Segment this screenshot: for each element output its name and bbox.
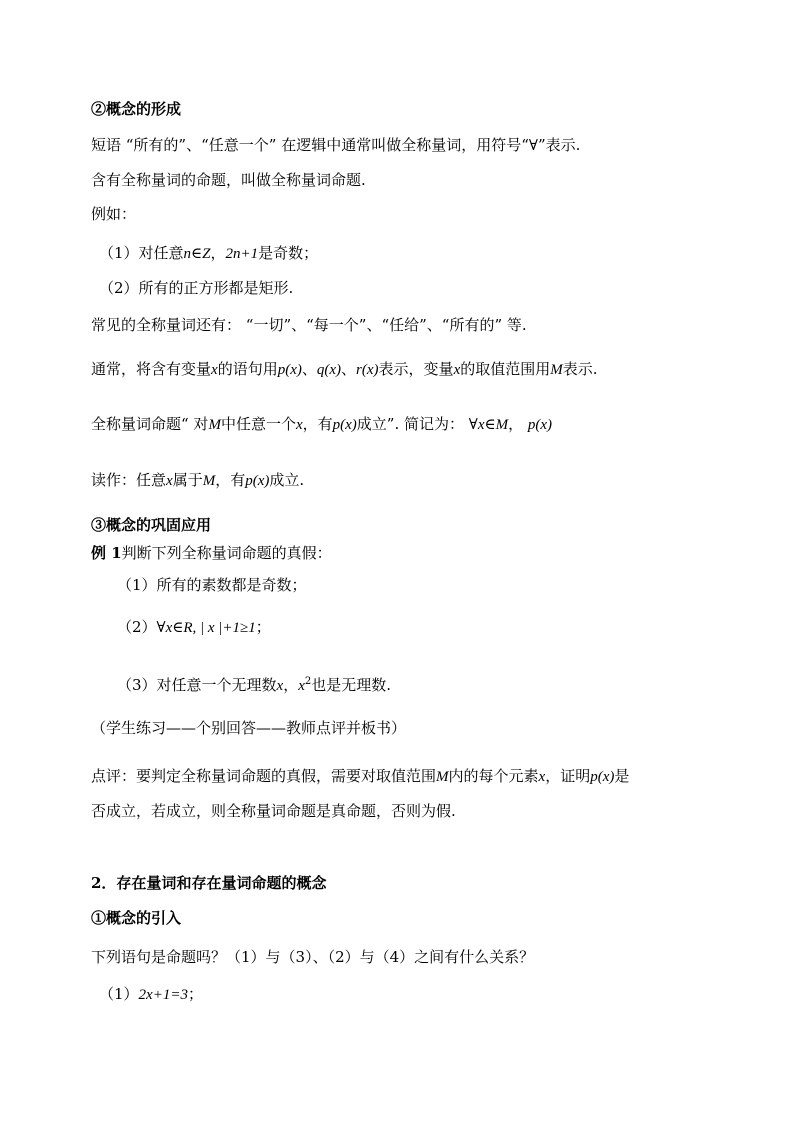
text: 内的每个元素 bbox=[448, 767, 539, 785]
math-expr: ∀x∈R, | x |+1≥1 bbox=[156, 620, 256, 636]
paragraph-example-intro: 例如： bbox=[91, 205, 137, 223]
text: （1） bbox=[99, 985, 139, 1003]
paragraph-common-quantifiers: 常见的全称量词还有： “一切”、“每一个”、“任给”、“所有的” 等. bbox=[91, 316, 527, 334]
section-heading-introduction: ①概念的引入 bbox=[91, 909, 182, 927]
math-expr: p(x) bbox=[590, 769, 615, 785]
paragraph-question: 下列语句是命题吗？（1）与（3）、（2）与（4）之间有什么关系？ bbox=[91, 948, 535, 966]
math-var: M bbox=[202, 473, 216, 489]
paragraph-universal-proposition-notation bbox=[91, 414, 552, 435]
text: 成立”. 简记为： bbox=[356, 415, 465, 433]
paragraph-practice-note: （学生练习——个别回答——教师点评并板书） bbox=[91, 719, 407, 737]
math-var: M bbox=[208, 417, 221, 433]
question-1: （1）所有的素数都是奇数； bbox=[117, 576, 307, 594]
text: 是 bbox=[614, 767, 630, 785]
text: 成立. bbox=[269, 471, 305, 489]
math-var: x bbox=[211, 362, 218, 378]
example-item-1 bbox=[99, 243, 318, 264]
math-expr: 2x+1=3 bbox=[138, 987, 188, 1003]
section-heading-formation: ②概念的形成 bbox=[91, 100, 182, 118]
math-var: M bbox=[436, 769, 449, 785]
example-label: 例 1 bbox=[91, 544, 122, 562]
text: 判断下列全称量词命题的真假： bbox=[121, 544, 332, 562]
superscript: 2 bbox=[304, 676, 312, 687]
math-var: x bbox=[166, 473, 173, 489]
paragraph-comment-continued: 否成立，若成立，则全称量词命题是真命题，否则为假. bbox=[91, 802, 456, 820]
text: （3）对任意一个无理数 bbox=[117, 676, 277, 694]
math-expr: ∀x∈M bbox=[468, 417, 509, 433]
text: 、 bbox=[341, 360, 357, 378]
example-1-heading bbox=[91, 543, 332, 563]
forall-symbol: ∀ bbox=[528, 136, 538, 154]
text: 表示，变量 bbox=[378, 360, 454, 378]
math-var: x bbox=[538, 769, 546, 785]
math-var: x bbox=[298, 678, 305, 694]
text: ； bbox=[187, 985, 203, 1003]
statement-1 bbox=[99, 984, 203, 1005]
text: ，证明 bbox=[545, 767, 591, 785]
paragraph-reading bbox=[91, 470, 304, 491]
text: 中任意一个 bbox=[220, 415, 296, 433]
math-expr: n∈Z bbox=[183, 246, 211, 262]
text: 读作：任意 bbox=[91, 471, 167, 489]
text: ， bbox=[210, 244, 226, 262]
text: 表示. bbox=[562, 360, 598, 378]
math-expr: r(x) bbox=[356, 362, 379, 378]
math-var: x bbox=[276, 678, 284, 694]
math-expr: p(x) bbox=[277, 362, 302, 378]
text: 的语句用 bbox=[217, 360, 278, 378]
paragraph-variable-notation bbox=[91, 359, 598, 380]
text: 点评：要判定全称量词命题的真假，需要对取值范围 bbox=[91, 767, 437, 785]
text: 是奇数； bbox=[258, 244, 319, 262]
math-var: x bbox=[295, 417, 303, 433]
paragraph-universal-proposition-def: 含有全称量词的命题，叫做全称量词命题. bbox=[91, 171, 366, 189]
math-var: M bbox=[550, 362, 563, 378]
text: 属于 bbox=[172, 471, 203, 489]
example-item-2: （2）所有的正方形都是矩形. bbox=[99, 279, 294, 297]
question-3 bbox=[117, 675, 391, 696]
text: 也是无理数. bbox=[311, 676, 392, 694]
section-heading-application: ③概念的巩固应用 bbox=[91, 516, 212, 534]
text: ，有 bbox=[215, 471, 246, 489]
paragraph-comment bbox=[91, 766, 629, 787]
text: 短语 “所有的”、“任意一个” 在逻辑中通常叫做全称量词，用符号“ bbox=[91, 136, 529, 154]
text: ”表示. bbox=[537, 136, 581, 154]
text: ， bbox=[283, 676, 299, 694]
text: 通常，将含有变量 bbox=[91, 360, 212, 378]
math-expr: p(x) bbox=[332, 417, 357, 433]
text: ，有 bbox=[302, 415, 333, 433]
text: （1）对任意 bbox=[99, 244, 184, 262]
math-expr: p(x) bbox=[245, 473, 270, 489]
text: 的取值范围用 bbox=[460, 360, 551, 378]
text: （2） bbox=[117, 618, 157, 636]
math-var: x bbox=[453, 362, 461, 378]
math-expr: q(x) bbox=[316, 362, 342, 378]
question-2 bbox=[117, 617, 271, 638]
math-expr: p(x) bbox=[527, 417, 553, 433]
text: 全称量词命题“ 对 bbox=[91, 415, 209, 433]
paragraph-universal-quantifier-def bbox=[91, 135, 580, 155]
text: ； bbox=[255, 618, 271, 636]
text: 、 bbox=[301, 360, 317, 378]
section-heading-existential: 2．存在量词和存在量词命题的概念 bbox=[91, 874, 327, 892]
math-expr: 2n+1 bbox=[225, 246, 259, 262]
text: ， bbox=[508, 415, 524, 433]
